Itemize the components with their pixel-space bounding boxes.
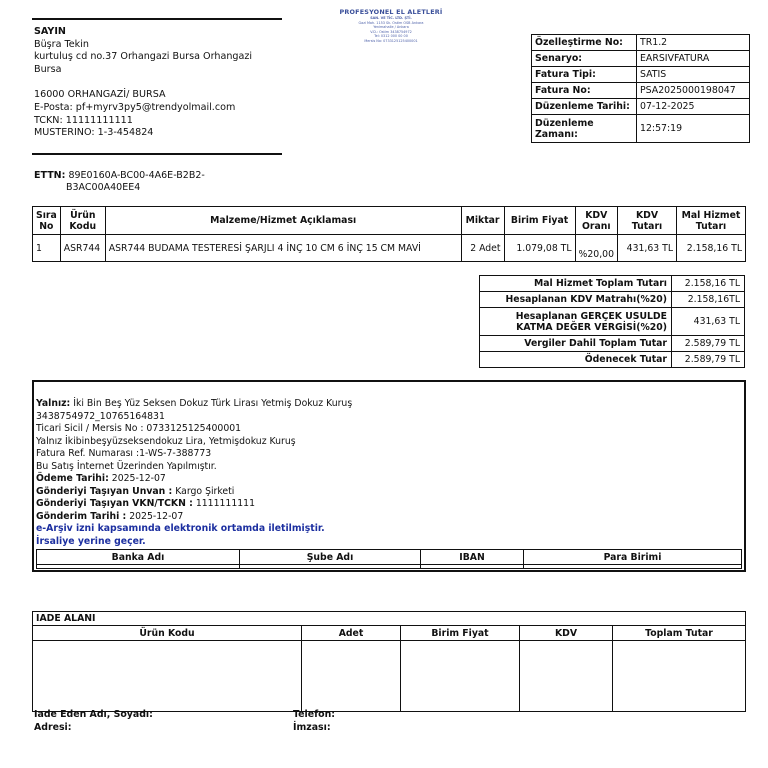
items-table	[32, 206, 746, 262]
logo-line1: Gazi Mah. 1153 Sk. Ostim OSB Ankara	[358, 20, 424, 25]
header-aciklama: Malzeme/Hizmet Açıklaması	[105, 207, 461, 235]
bank-header-sube: Şube Adı	[240, 550, 421, 565]
info-value: 12:57:19	[637, 115, 750, 143]
customer-block	[34, 26, 284, 140]
customer-email: E-Posta: pf+myrv3py5@trendyolmail.com	[34, 101, 236, 113]
header-kdv-orani: KDV Oranı	[575, 207, 617, 235]
customer-tckn: TCKN: 11111111111	[34, 114, 133, 126]
irsaliye-note: İrsaliye yerine geçer.	[36, 535, 146, 547]
total-value: 2.158,16TL	[672, 292, 745, 308]
ettn-value-1: 89E0160A-BC00-4A6E-B2B2-	[68, 170, 205, 181]
iade-header-adet: Adet	[302, 626, 401, 641]
company-logo	[335, 8, 447, 56]
logo-line5: Mersis No: 0733125125400001	[364, 38, 418, 43]
unvan-value: Kargo Şirketi	[175, 485, 235, 497]
iade-adres-label: Adresi:	[34, 721, 72, 733]
info-value: SATIS	[637, 67, 750, 83]
total-value: 431,63 TL	[672, 308, 745, 336]
total-value: 2.589,79 TL	[672, 336, 745, 352]
header-mal-hizmet-tutari: Mal Hizmet Tutarı	[677, 207, 746, 235]
notes-line2: 3438754972_10765164831	[36, 410, 165, 422]
gonderim-label: Gönderim Tarihi :	[36, 510, 127, 522]
unvan-label: Gönderiyi Taşıyan Unvan :	[36, 485, 173, 497]
logo-line2: Yenimahalle / Ankara	[373, 25, 409, 30]
iade-header-urun-kodu: Ürün Kodu	[33, 626, 302, 641]
total-value: 2.589,79 TL	[672, 352, 745, 368]
iade-table	[32, 611, 746, 712]
total-label: Hesaplanan KDV Matrahı(%20)	[480, 292, 672, 308]
top-rule	[32, 18, 282, 20]
cell-miktar: 2 Adet	[461, 235, 504, 262]
iade-signature-right	[293, 709, 335, 734]
info-label: Fatura Tipi:	[532, 67, 637, 83]
logo-line3: V.D.: Ostim 3438754972	[370, 29, 412, 34]
cell-sira: 1	[33, 235, 61, 262]
info-label: Fatura No:	[532, 83, 637, 99]
bank-header-iban: IBAN	[421, 550, 524, 565]
iade-imza-label: İmzası:	[293, 721, 331, 733]
earsiv-note: e-Arşiv izni kapsamında elektronik ortamda iletilmiştir.	[36, 523, 325, 534]
odeme-label: Ödeme Tarihi:	[36, 473, 109, 484]
header-sira: Sıra No	[33, 207, 61, 235]
gonderim-value: 2025-12-07	[129, 510, 184, 522]
cell-urun-kodu: ASR744	[60, 235, 105, 262]
info-label: Düzenleme Tarihi:	[532, 99, 637, 115]
iade-header-toplam-tutar: Toplam Tutar	[613, 626, 746, 641]
iade-header-kdv: KDV	[520, 626, 613, 641]
header-miktar: Miktar	[461, 207, 504, 235]
info-label: Senaryo:	[532, 51, 637, 67]
invoice-info-table	[531, 34, 750, 143]
info-label: Özelleştirme No:	[532, 35, 637, 51]
bank-row	[37, 565, 742, 569]
totals-table	[479, 275, 745, 368]
notes-line3: Ticari Sicil / Mersis No : 0733125125400001	[36, 423, 242, 434]
iade-signature-left	[34, 709, 153, 734]
info-label: Düzenleme Zamanı:	[532, 115, 637, 143]
iade-adsoyad-label: Iade Eden Adı, Soyadı:	[34, 709, 153, 720]
iade-header-birim-fiyat: Birim Fiyat	[401, 626, 520, 641]
total-label: Ödenecek Tutar	[480, 352, 672, 368]
vkn-value: 1111111111	[195, 498, 255, 509]
total-label: Vergiler Dahil Toplam Tutar	[480, 336, 672, 352]
info-value: PSA2025000198047	[637, 83, 750, 99]
logo-line4: Tel: 0312 000 00 00	[374, 34, 408, 39]
ettn-block	[34, 170, 205, 194]
header-kdv-tutari: KDV Tutarı	[618, 207, 677, 235]
yalniz-label: Yalnız:	[36, 398, 71, 409]
notes-box	[32, 380, 746, 572]
bank-header-banka: Banka Adı	[37, 550, 240, 565]
cell-mal-hizmet-tutari: 2.158,16 TL	[677, 235, 746, 262]
cell-aciklama: ASR744 BUDAMA TESTERESİ ŞARJLI 4 İNÇ 10 CM 6 İNÇ 15 CM MAVİ	[105, 235, 461, 262]
ettn-label: ETTN:	[34, 170, 66, 181]
logo-subtitle: SAN. VE TİC. LTD. ŞTİ.	[370, 16, 412, 20]
bank-header-para-birimi: Para Birimi	[524, 550, 742, 565]
notes-line5: Fatura Ref. Numarası :1-WS-7-388773	[36, 448, 212, 459]
logo-name: PROFESYONEL EL ALETLERİ	[339, 8, 443, 16]
cell-kdv-orani: %20,00	[575, 235, 617, 262]
header-urun-kodu: Ürün Kodu	[60, 207, 105, 235]
notes-line4: Yalnız İkibinbeşyüzseksendokuz Lira, Yetmişdokuz Kuruş	[36, 435, 296, 447]
customer-address-line2: Bursa	[34, 63, 62, 75]
bank-table	[36, 549, 742, 569]
customer-heading: SAYIN	[34, 26, 66, 37]
ettn-value-2: B3AC00A40EE4	[66, 182, 141, 193]
customer-musterino: MUSTERINO: 1-3-454824	[34, 127, 154, 139]
customer-city: 16000 ORHANGAZİ/ BURSA	[34, 89, 166, 101]
total-label: Hesaplanan GERÇEK USULDE KATMA DEĞER VERGİSİ(%20)	[480, 308, 672, 336]
header-birim-fiyat: Birim Fiyat	[504, 207, 575, 235]
vkn-label: Gönderiyi Taşıyan VKN/TCKN :	[36, 498, 193, 509]
info-value: TR1.2	[637, 35, 750, 51]
total-value: 2.158,16 TL	[672, 276, 745, 292]
notes-line6: Bu Satış İnternet Üzerinden Yapılmıştır.	[36, 460, 217, 472]
iade-blank-row	[33, 641, 746, 712]
iade-title: IADE ALANI	[33, 612, 746, 626]
customer-name: Büşra Tekin	[34, 38, 89, 50]
cell-kdv-tutari: 431,63 TL	[618, 235, 677, 262]
customer-bottom-rule	[32, 153, 282, 155]
total-label: Mal Hizmet Toplam Tutarı	[480, 276, 672, 292]
customer-address-line1: kurtuluş cd no.37 Orhangazi Bursa Orhangazi	[34, 51, 253, 63]
yalniz-value: İki Bin Beş Yüz Seksen Dokuz Türk Lirası Yetmiş Dokuz Kuruş	[73, 398, 353, 409]
info-value: EARSIVFATURA	[637, 51, 750, 67]
info-value: 07-12-2025	[637, 99, 750, 115]
cell-birim-fiyat: 1.079,08 TL	[504, 235, 575, 262]
odeme-value: 2025-12-07	[111, 473, 166, 484]
iade-telefon-label: Telefon:	[293, 709, 336, 720]
table-row	[33, 235, 746, 262]
